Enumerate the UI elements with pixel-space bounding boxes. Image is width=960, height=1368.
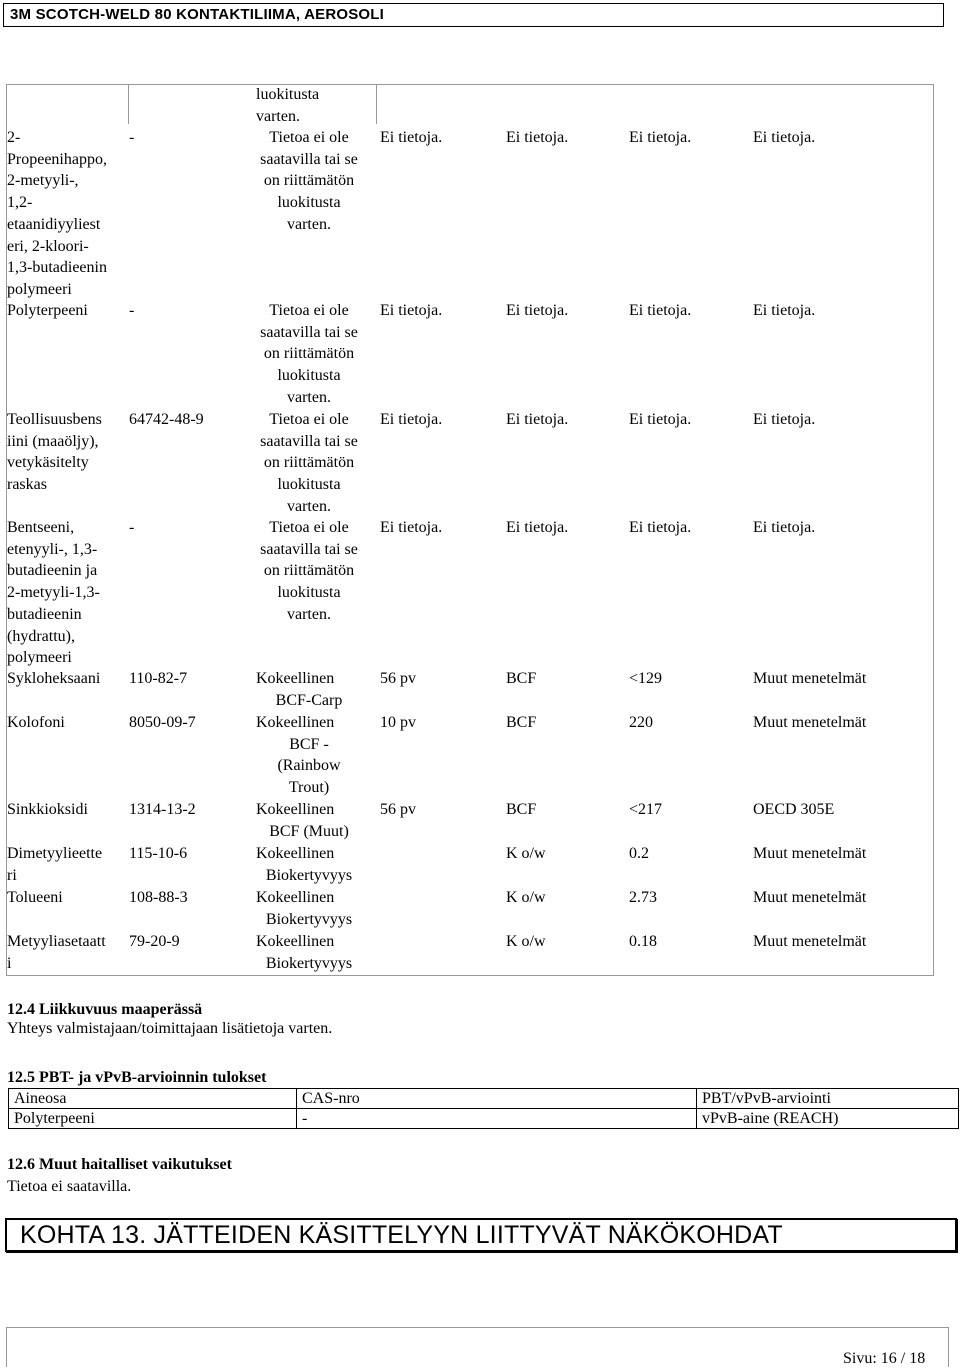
test-duration: Ei tietoja. bbox=[380, 129, 443, 146]
study-type: Ei tietoja. bbox=[506, 411, 569, 428]
section-12-6-text: Tietoa ei saatavilla. bbox=[7, 1178, 132, 1195]
pbt-cell: vPvB-aine (REACH) bbox=[697, 1109, 959, 1129]
test-duration: 10 pv bbox=[380, 714, 416, 731]
substance-name: raskas bbox=[7, 476, 47, 494]
protocol: Ei tietoja. bbox=[753, 519, 816, 536]
test-method: on riittämätön bbox=[263, 345, 355, 363]
table-rule bbox=[376, 84, 377, 124]
test-method: (Rainbow bbox=[277, 757, 341, 775]
protocol: OECD 305E bbox=[753, 801, 835, 818]
test-result: 0.18 bbox=[629, 933, 657, 950]
test-method: varten. bbox=[287, 605, 331, 623]
substance-name: 1,2- bbox=[7, 194, 33, 212]
footer-divider bbox=[6, 1327, 7, 1367]
substance-name: polymeeri bbox=[7, 649, 72, 667]
test-method: BCF - bbox=[289, 735, 329, 753]
substance-name: 2-metyyli-, bbox=[7, 172, 79, 190]
study-type: Ei tietoja. bbox=[506, 302, 569, 319]
page-number: Sivu: 16 / 18 bbox=[843, 1350, 926, 1367]
test-duration: Ei tietoja. bbox=[380, 302, 443, 319]
test-method: luokitusta bbox=[277, 367, 341, 385]
substance-name: i bbox=[7, 954, 12, 972]
substance-name: Dimetyylieette bbox=[7, 845, 103, 862]
protocol: Ei tietoja. bbox=[753, 129, 816, 146]
table-rule bbox=[6, 84, 934, 85]
table-rule bbox=[933, 84, 934, 975]
pbt-header-cell: PBT/vPvB-arviointi bbox=[697, 1089, 959, 1109]
test-method: Biokertyvyys bbox=[265, 910, 353, 928]
document-header bbox=[3, 3, 944, 27]
cas-number: 115-10-6 bbox=[129, 845, 188, 862]
substance-name: 2-metyyli-1,3- bbox=[7, 584, 100, 602]
section-12-4-heading: 12.4 Liikkuvuus maaperässä bbox=[7, 1001, 203, 1018]
substance-name: butadieenin bbox=[7, 605, 82, 623]
cas-number: - bbox=[129, 129, 135, 146]
test-duration: 56 pv bbox=[380, 801, 416, 818]
study-type: BCF bbox=[506, 670, 537, 687]
cas-number: 79-20-9 bbox=[129, 933, 180, 950]
test-method: varten. bbox=[287, 215, 331, 233]
study-type: K o/w bbox=[506, 933, 546, 950]
substance-name: Metyyliasetaatt bbox=[7, 933, 106, 950]
section-12-4-text: Yhteys valmistajaan/toimittajaan lisätietoja varten. bbox=[7, 1020, 333, 1037]
cas-number: 108-88-3 bbox=[129, 889, 188, 906]
study-type: BCF bbox=[506, 801, 537, 818]
test-method: BCF (Muut) bbox=[269, 822, 349, 840]
test-method: Biokertyvyys bbox=[265, 866, 353, 884]
study-type: Ei tietoja. bbox=[506, 129, 569, 146]
test-method: Kokeellinen bbox=[256, 845, 335, 862]
substance-name: etenyyli-, 1,3- bbox=[7, 540, 98, 558]
method-text: luokitusta bbox=[256, 86, 320, 103]
footer-divider bbox=[6, 1327, 949, 1328]
section-12-6-heading: 12.6 Muut haitalliset vaikutukset bbox=[7, 1156, 232, 1173]
test-method: Biokertyvyys bbox=[265, 954, 353, 972]
test-result: 220 bbox=[629, 714, 653, 731]
cas-number: 64742-48-9 bbox=[129, 411, 204, 428]
substance-name: (hydrattu), bbox=[7, 627, 75, 645]
table-rule bbox=[128, 84, 129, 124]
cas-number: - bbox=[129, 519, 135, 536]
protocol: Muut menetelmät bbox=[753, 670, 867, 687]
substance-name: iini (maaöljy), bbox=[7, 432, 99, 450]
document-title: 3M SCOTCH-WELD 80 KONTAKTILIIMA, AEROSOLI bbox=[10, 6, 385, 23]
footer-divider bbox=[948, 1327, 949, 1367]
test-method: Tietoa ei ole bbox=[269, 519, 349, 536]
test-result: Ei tietoja. bbox=[629, 411, 692, 428]
test-result: Ei tietoja. bbox=[629, 519, 692, 536]
test-duration: 56 pv bbox=[380, 670, 416, 687]
substance-name: Polyterpeeni bbox=[7, 302, 88, 319]
test-result: <217 bbox=[629, 801, 663, 818]
study-type: Ei tietoja. bbox=[506, 519, 569, 536]
section-13-title: KOHTA 13. JÄTTEIDEN KÄSITTELYYN LIITTYVÄT NÄKÖKOHDAT bbox=[20, 1221, 783, 1249]
test-method: luokitusta bbox=[277, 476, 341, 494]
test-method: saatavilla tai se bbox=[260, 540, 358, 558]
cas-number: - bbox=[129, 302, 135, 319]
method-text: varten. bbox=[256, 107, 300, 125]
protocol: Muut menetelmät bbox=[753, 845, 867, 862]
substance-name: eri, 2-kloori- bbox=[7, 237, 89, 255]
test-method: varten. bbox=[287, 497, 331, 515]
test-method: saatavilla tai se bbox=[260, 432, 358, 450]
test-method: Kokeellinen bbox=[256, 889, 335, 906]
test-method: on riittämätön bbox=[263, 172, 355, 190]
substance-name: etaanidiyyliest bbox=[7, 215, 101, 233]
substance-name: ri bbox=[7, 866, 17, 884]
test-method: Kokeellinen bbox=[256, 801, 335, 818]
test-result: 0.2 bbox=[629, 845, 649, 862]
substance-name: Sykloheksaani bbox=[7, 670, 101, 687]
test-method: on riittämätön bbox=[263, 454, 355, 472]
study-type: BCF bbox=[506, 714, 537, 731]
protocol: Ei tietoja. bbox=[753, 411, 816, 428]
pbt-cell: Polyterpeeni bbox=[9, 1109, 297, 1129]
test-method: Kokeellinen bbox=[256, 670, 335, 687]
test-result: Ei tietoja. bbox=[629, 129, 692, 146]
pbt-header-row bbox=[9, 1089, 959, 1109]
substance-name: Sinkkioksidi bbox=[7, 801, 88, 818]
section-12-5-heading: 12.5 PBT- ja vPvB-arvioinnin tulokset bbox=[7, 1069, 267, 1086]
study-type: K o/w bbox=[506, 889, 546, 906]
protocol: Muut menetelmät bbox=[753, 889, 867, 906]
test-method: Tietoa ei ole bbox=[269, 411, 349, 428]
test-method: Kokeellinen bbox=[256, 933, 335, 950]
study-type: K o/w bbox=[506, 845, 546, 862]
test-method: luokitusta bbox=[277, 194, 341, 212]
pbt-row bbox=[9, 1109, 959, 1129]
test-method: saatavilla tai se bbox=[260, 323, 358, 341]
substance-name: 1,3-butadieenin bbox=[7, 259, 107, 277]
table-rule bbox=[6, 975, 934, 976]
pbt-cell: - bbox=[297, 1109, 697, 1129]
substance-name: Tolueeni bbox=[7, 889, 63, 906]
section-13-banner bbox=[5, 1218, 957, 1252]
cas-number: 8050-09-7 bbox=[129, 714, 196, 731]
substance-name: butadieenin ja bbox=[7, 562, 98, 580]
test-method: saatavilla tai se bbox=[260, 150, 358, 168]
substance-name: vetykäsitelty bbox=[7, 454, 89, 472]
cas-number: 110-82-7 bbox=[129, 670, 188, 687]
protocol: Ei tietoja. bbox=[753, 302, 816, 319]
pbt-header-cell: CAS-nro bbox=[297, 1089, 697, 1109]
protocol: Muut menetelmät bbox=[753, 714, 867, 731]
test-result: Ei tietoja. bbox=[629, 302, 692, 319]
substance-name: Teollisuusbens bbox=[7, 411, 102, 428]
test-method: Tietoa ei ole bbox=[269, 129, 349, 146]
test-method: Trout) bbox=[288, 779, 330, 797]
cas-number: 1314-13-2 bbox=[129, 801, 196, 818]
test-result: <129 bbox=[629, 670, 663, 687]
pbt-table bbox=[8, 1088, 959, 1129]
test-method: luokitusta bbox=[277, 584, 341, 602]
substance-name: Kolofoni bbox=[7, 714, 65, 731]
test-method: BCF-Carp bbox=[275, 691, 343, 709]
test-method: on riittämätön bbox=[263, 562, 355, 580]
test-method: Tietoa ei ole bbox=[269, 302, 349, 319]
substance-name: Bentseeni, bbox=[7, 519, 75, 536]
test-method: varten. bbox=[287, 388, 331, 406]
test-duration: Ei tietoja. bbox=[380, 411, 443, 428]
substance-name: 2- bbox=[7, 129, 21, 146]
pbt-header-cell: Aineosa bbox=[9, 1089, 297, 1109]
protocol: Muut menetelmät bbox=[753, 933, 867, 950]
test-duration: Ei tietoja. bbox=[380, 519, 443, 536]
test-result: 2.73 bbox=[629, 889, 657, 906]
test-method: Kokeellinen bbox=[256, 714, 335, 731]
substance-name: Propeenihappo, bbox=[7, 150, 107, 168]
substance-name: polymeeri bbox=[7, 280, 72, 298]
